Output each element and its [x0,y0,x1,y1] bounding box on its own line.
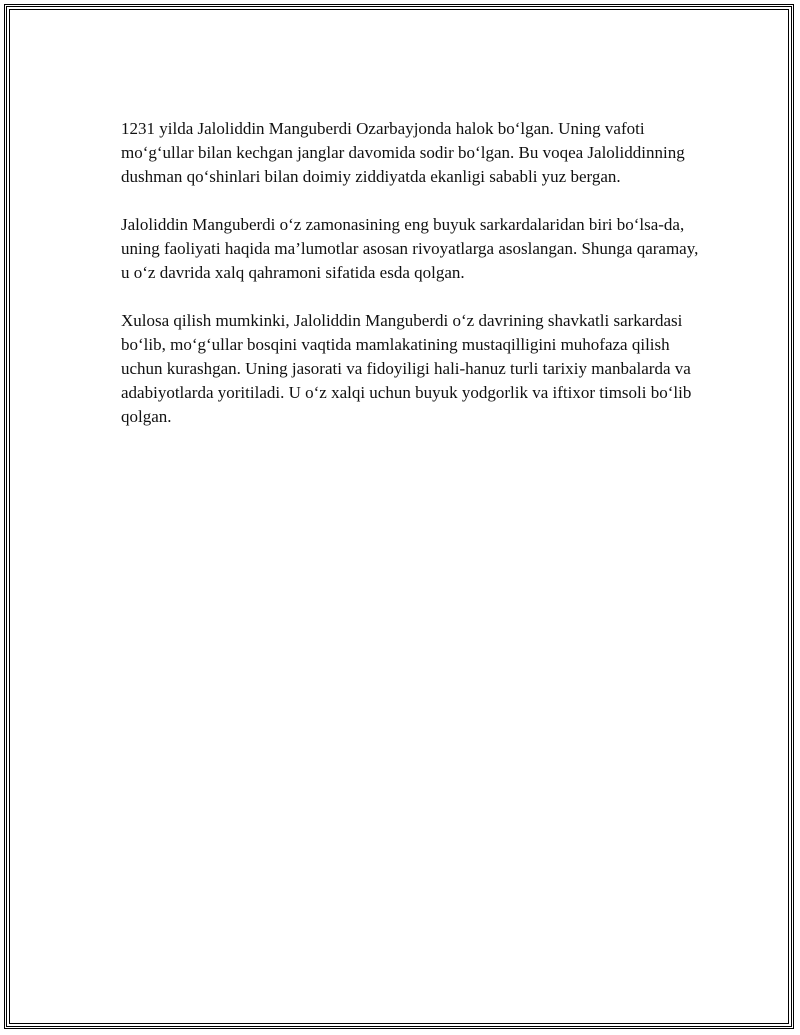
paragraph-conclusion: Xulosa qilish mumkinki, Jaloliddin Manguberdi o‘z davrining shavkatli sarkardasi bo‘lib, mo‘g‘ullar bosqini vaqtida mamlakatining mustaqilligini muhofaza qilish uchun kurashgan. Uning jasorati va fidoyiligi hali-hanuz turli tarixiy manbalarda va adabiyotlarda yoritiladi. U o‘z xalqi uchun buyuk yodgorlik va iftixor timsoli bo‘lib qolgan. [121,311,692,426]
paragraph-legacy: Jaloliddin Manguberdi o‘z zamonasining eng buyuk sarkardalaridan biri bo‘lsa-da, uning faoliyati haqida ma’lumotlar asosan rivoyatlarga asoslangan. Shunga qaramay, u o‘z davrida xalq qahramoni sifatida esda qolgan. [121,215,699,282]
paragraph-death: 1231 yilda Jaloliddin Manguberdi Ozarbayjonda halok bo‘lgan. Uning vafoti mo‘g‘ullar bilan kechgan janglar davomida sodir bo‘lgan. Bu voqea Jaloliddinning dushman qo‘shinlari bilan doimiy ziddiyatda ekanligi sababli yuz bergan. [121,119,685,186]
document-body [121,117,711,453]
page-border [4,4,794,1029]
